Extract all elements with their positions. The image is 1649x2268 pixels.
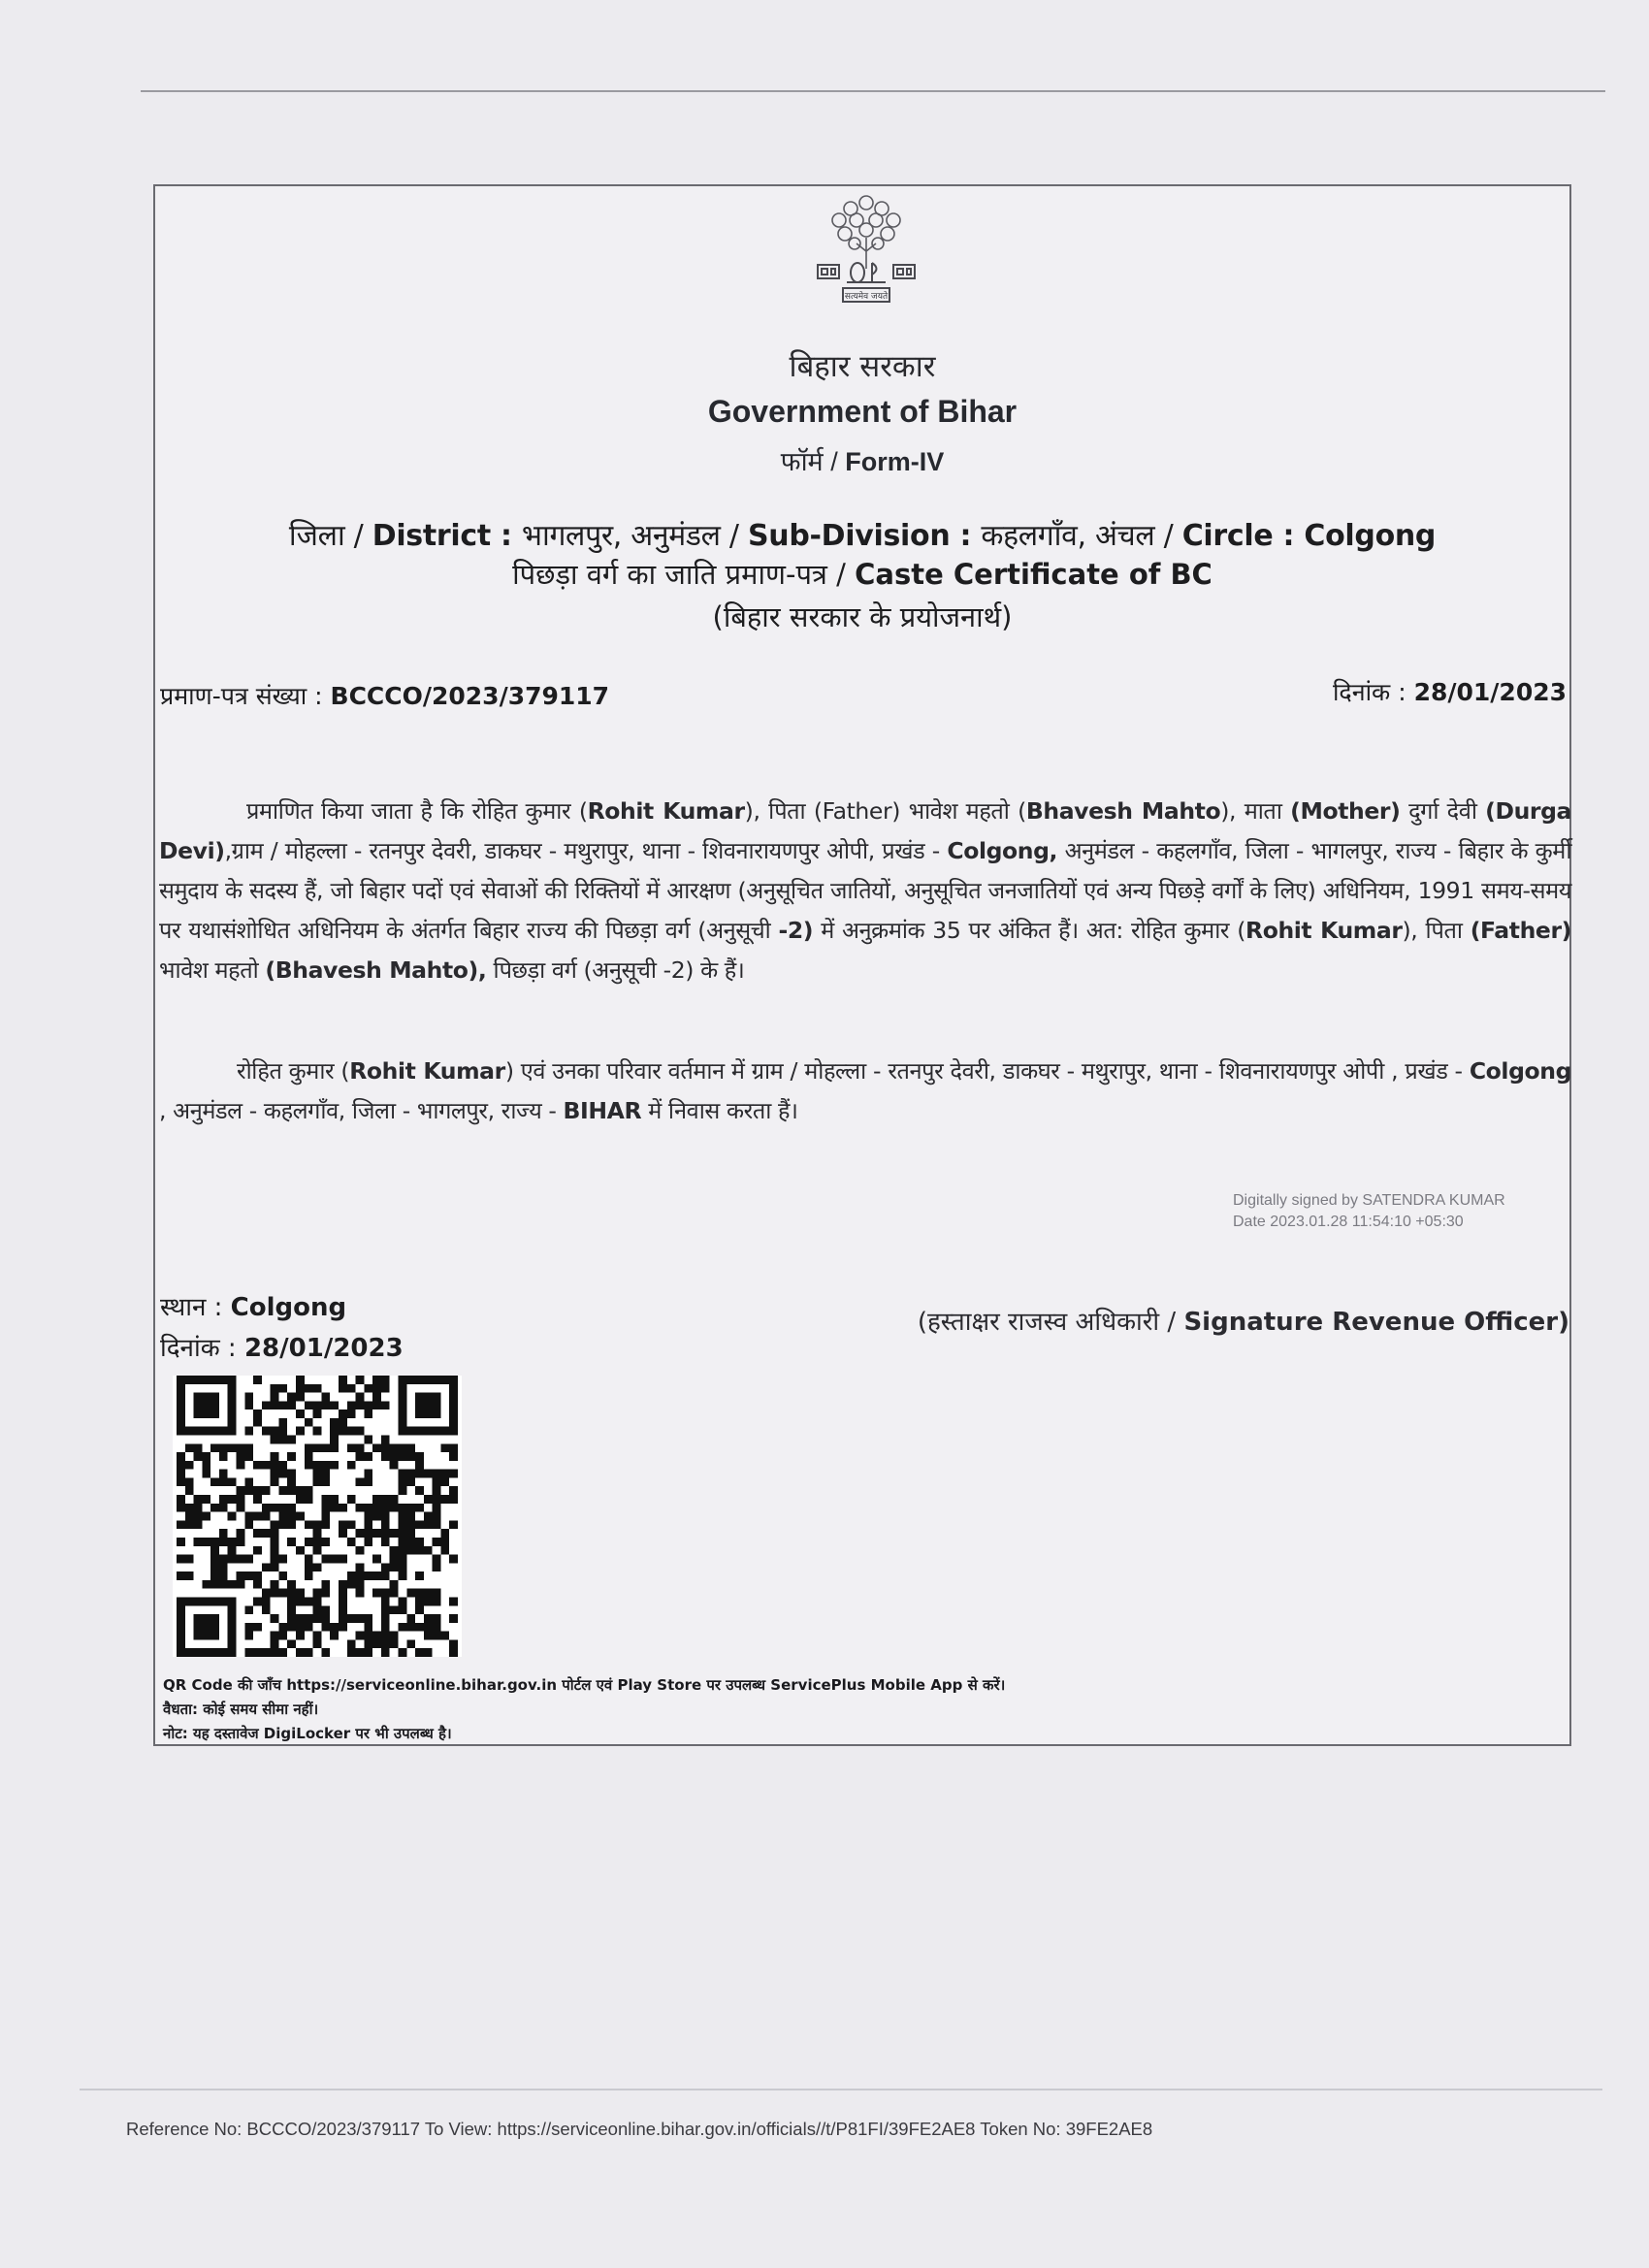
schedule-number: -2) [778, 917, 814, 944]
certificate-date-label: दिनांक : [1332, 678, 1414, 706]
issue-date [160, 1329, 404, 1364]
form-number [153, 442, 1571, 478]
digital-signature [1233, 1190, 1505, 1233]
circle-label: Circle : Colgong [1181, 519, 1437, 553]
bihar-state-emblem-icon [808, 191, 924, 309]
subdivision-label: Sub-Division : [747, 519, 982, 553]
bottom-divider [80, 2089, 1602, 2090]
father-name-en: (Bhavesh Mahto), [265, 956, 487, 984]
certificate-number [160, 679, 609, 712]
certificate-title-english: Caste Certificate of BC [855, 558, 1212, 591]
digital-signature-signer: Digitally signed by SATENDRA KUMAR [1233, 1192, 1505, 1209]
signature-label-english: Signature Revenue Officer) [1183, 1308, 1569, 1337]
applicant-name-en: Rohit Kumar [587, 797, 745, 825]
p1-text: दुर्गा देवी [1400, 797, 1486, 825]
p2-text: , अनुमंडल - कहलगाँव, जिला - भागलपुर, राज्य - [159, 1097, 564, 1124]
signature-label-hindi: (हस्ताक्षर राजस्व अधिकारी / [917, 1308, 1184, 1337]
p1-text: पिछड़ा वर्ग (अनुसूची -2) के हैं। [486, 956, 745, 984]
issue-date-value: 28/01/2023 [243, 1334, 404, 1363]
form-label-hindi: फॉर्म / [780, 447, 846, 476]
district-label-en: District : [372, 519, 522, 553]
qr-note-line: QR Code की जाँच https://serviceonline.bihar.gov.in पोर्टल एवं Play Store पर उपलब्ध ServicePlus Mobile App से करें। [163, 1676, 1006, 1694]
place-value: Colgong [230, 1293, 347, 1322]
top-divider [141, 90, 1605, 92]
p1-text: ), पिता (Father) भावेश महतो ( [744, 797, 1026, 825]
applicant-name-en: Rohit Kumar [349, 1057, 505, 1085]
subdivision-value: कहलगाँव, अंचल / [981, 519, 1182, 553]
certificate-number-label: प्रमाण-पत्र संख्या : [160, 682, 331, 710]
p1-text: भावेश महतो [159, 956, 266, 984]
qr-verification-note [163, 1673, 1005, 1746]
mother-name-en: (Durga Devi) [159, 797, 1571, 864]
p1-text: में अनुक्रमांक 35 पर अंकित हैं। अत: रोहित कुमार ( [813, 917, 1245, 944]
p1-text: ), माता [1220, 797, 1291, 825]
signature-revenue-officer [918, 1303, 1569, 1338]
certificate-date [1333, 675, 1567, 708]
certificate-title [153, 555, 1571, 593]
block-name: Colgong, [947, 837, 1058, 864]
certificate-number-value: BCCCO/2023/379117 [330, 682, 610, 710]
svg-text:सत्यमेव जयते: सत्यमेव जयते [844, 292, 889, 302]
father-label: (Father) [1470, 917, 1571, 944]
issue-date-label: दिनांक : [160, 1334, 244, 1363]
p2-text: रोहित कुमार ( [237, 1057, 350, 1085]
jurisdiction-line [153, 514, 1571, 554]
government-title-english: Government of Bihar [707, 394, 1018, 429]
form-label-english: Form-IV [845, 447, 945, 476]
p2-text: ) एवं उनका परिवार वर्तमान में ग्राम / मोहल्ला - रतनपुर देवरी, डाकघर - मथुरापुर, थाना - शिवनारायणपुर ओपी , प्रखंड - [504, 1057, 1470, 1085]
p1-text: प्रमाणित किया जाता है कि रोहित कुमार ( [246, 797, 588, 825]
district-value: भागलपुर, अनुमंडल / [521, 519, 748, 553]
residence-paragraph [159, 1052, 1571, 1131]
district-label: जिला / [288, 519, 372, 553]
state-name: BIHAR [563, 1097, 642, 1124]
validity-note: वैधता: कोई समय सीमा नहीं। [163, 1701, 319, 1718]
reference-footer: Reference No: BCCCO/2023/379117 To View: https://serviceonline.bihar.gov.in/officials//t/P81FI/39FE2AE8 Token No: 39FE2AE8 [126, 2119, 1153, 2139]
father-name-en: Bhavesh Mahto [1025, 797, 1221, 825]
p1-text: ), पिता [1402, 917, 1471, 944]
applicant-name-en: Rohit Kumar [1245, 917, 1403, 944]
government-title-hindi: बिहार सरकार [789, 349, 936, 384]
digital-signature-date: Date 2023.01.28 11:54:10 +05:30 [1233, 1214, 1464, 1230]
p1-text: अनुमंडल - कहलगाँव, जिला - भागलपुर, राज्य - बिहार के कुर्मी समुदाय के सदस्य हैं, जो बिहार पदों एवं सेवाओं की रिक्तियों में आरक्षण (अनुसूचित जातियों, अनुसूचित जनजातियों एवं अन्य पिछड़े वर्गों के लिए) अधिनियम, 1991 समय-समय पर यथासंशोधित अधिनियम के अंतर्गत बिहार राज्य की पिछड़ा वर्ग (अनुसूची [159, 837, 1572, 944]
digilocker-note: नोट: यह दस्तावेज DigiLocker पर भी उपलब्ध है। [163, 1725, 452, 1742]
place [160, 1288, 346, 1323]
block-name: Colgong [1469, 1057, 1571, 1085]
mother-label: (Mother) [1290, 797, 1401, 825]
certificate-title-hindi: पिछड़ा वर्ग का जाति प्रमाण-पत्र / [512, 558, 856, 591]
certification-paragraph [159, 792, 1571, 990]
qr-code-icon [173, 1376, 462, 1657]
p1-text: ,ग्राम / मोहल्ला - रतनपुर देवरी, डाकघर - मथुरापुर, थाना - शिवनारायणपुर ओपी, प्रखंड - [224, 837, 948, 864]
certificate-date-value: 28/01/2023 [1413, 678, 1567, 706]
certificate-purpose: (बिहार सरकार के प्रयोजनार्थ) [712, 600, 1013, 633]
place-label: स्थान : [160, 1293, 231, 1322]
p2-text: में निवास करता हैं। [641, 1097, 798, 1124]
